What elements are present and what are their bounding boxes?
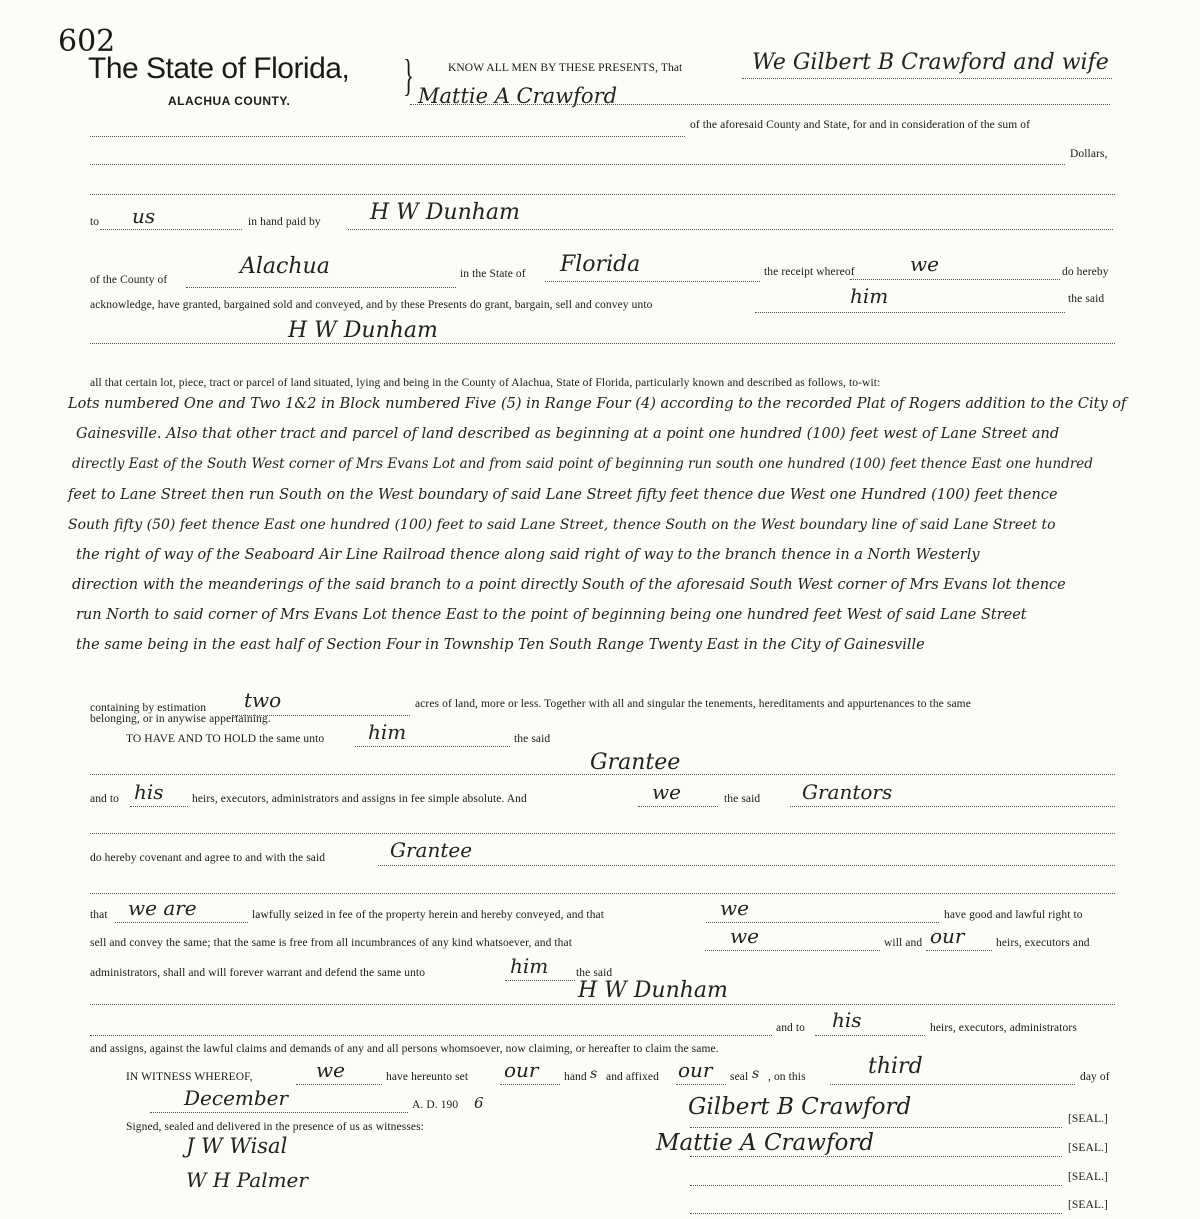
month-handwritten: December [184,1086,289,1110]
state-of-text: in the State of [460,268,526,280]
dotted-rule [410,104,1110,105]
and-affixed-text: and affixed [606,1071,659,1083]
document-title: The State of Florida, [88,52,350,85]
dotted-rule [505,980,575,981]
day-of-text: day of [1080,1071,1110,1083]
legal-line: Gainesville. Also that other tract and parcel of land described as beginning at a point one hundred (100) feet west of Lane Street and [76,426,1060,442]
witness-whereof-text: IN WITNESS WHEREOF, [126,1071,253,1083]
lawfully-text: lawfully seized in fee of the property herein and hereby conveyed, and that [252,909,605,921]
legal-line: the same being in the east half of Section Four in Township Ten South Range Twenty East in the City of Gainesville [76,637,925,653]
dotted-rule [500,1084,560,1085]
and-handwritten: we [652,780,681,804]
legal-line: direction with the meanderings of the said branch to a point directly South of the aforesaid South West corner of Mrs Evans lot thence [72,577,1066,593]
dotted-rule [296,1084,382,1085]
day-handwritten: third [868,1054,923,1079]
acres-text: acres of land, more or less. Together with all and singular the tenements, hereditaments and appurtenances to the same [415,698,971,710]
dotted-rule [830,1084,1075,1085]
legal-line: feet to Lane Street then run South on the West boundary of said Lane Street fifty feet thence due West one Hundred (100) feet thence [68,487,1058,503]
grantor-wife-handwritten: Mattie A Crawford [418,84,618,108]
dotted-rule [850,279,1060,280]
ad-text: A. D. 190 [412,1099,459,1111]
sell-convey-text: sell and convey the same; that the same is free from all incumbrances of any kind whatsoever, and that [90,937,573,949]
witness2-handwritten: W H Palmer [186,1168,308,1192]
covenant-handwritten: Grantee [390,838,473,862]
state-handwritten: Florida [560,252,641,277]
seal-tag: [SEAL.] [1068,1171,1108,1183]
dotted-rule [676,1084,726,1085]
acknowledge-text: acknowledge, have granted, bargained sold and conveyed, and by these Presents do grant, bargain, sell and convey unto [90,299,653,311]
dotted-rule [690,1213,1062,1214]
dotted-rule [90,136,685,137]
on-this-text: , on this [768,1071,806,1083]
administrators-text: administrators, shall and will forever warrant and defend the same unto [90,967,426,979]
that-text: that [90,909,108,921]
dotted-rule [150,1112,408,1113]
aforesaid-text: of the aforesaid County and State, for and in consideration of the sum of [690,119,1031,131]
seal-tag: [SEAL.] [1068,1199,1108,1211]
payer-handwritten: H W Dunham [370,200,520,225]
belonging-text: belonging, or in anywise appertaining. [90,713,271,725]
hand-suffix-handwritten: s [590,1066,598,1082]
to-have-handwritten: him [368,720,407,744]
dotted-rule [90,833,1115,834]
dotted-rule [90,1004,1115,1005]
set-handwritten: our [504,1058,539,1082]
to-have-text: TO HAVE AND TO HOLD the same unto [126,733,325,745]
assigns-against-text: and assigns, against the lawful claims and demands of any and all persons whomsoever, now claiming, or hereafter to claim the same. [90,1043,719,1055]
grantors-word-handwritten: Grantors [802,780,893,804]
defend-grantee-handwritten: H W Dunham [578,978,728,1003]
the-said-text: the said [576,967,613,979]
will-and-text: will and [884,937,923,949]
grantee-handwritten: H W Dunham [288,318,438,343]
will-handwritten: our [930,924,965,948]
legal-line: the right of way of the Seaboard Air Line Railroad thence along said right of way to the branch thence in a North Westerly [76,547,980,563]
county-heading: ALACHUA COUNTY. [168,94,291,108]
admin-handwritten: him [510,954,549,978]
the-said-text: the said [724,793,761,805]
dotted-rule [638,806,718,807]
dotted-rule [378,865,1115,866]
dotted-rule [186,287,456,288]
grantors-names-handwritten: We Gilbert B Crawford and wife [752,50,1109,75]
year-handwritten: 6 [474,1094,484,1112]
county-handwritten: Alachua [240,254,330,279]
legal-line: South fifty (50) feet thence East one hundred (100) feet to said Lane Street, thence South on the West boundary line of said Lane Street to [68,517,1056,533]
seal-suffix-handwritten: s [752,1066,760,1082]
the-said-text: the said [1068,293,1105,305]
dotted-rule [742,78,1112,79]
dotted-rule [130,806,188,807]
and-to-text: and to [776,1022,806,1034]
witness1-handwritten: J W Wisal [186,1134,288,1158]
that-handwritten: we are [128,896,197,920]
and-to-handwritten: his [134,780,164,804]
sell-handwritten: we [730,924,759,948]
page-number: 602 [58,24,116,59]
signature1-handwritten: Gilbert B Crawford [688,1094,912,1120]
dotted-rule [690,1127,1062,1128]
grantee-word-handwritten: Grantee [590,750,681,775]
dotted-rule [815,1035,925,1036]
dotted-rule [355,746,510,747]
receipt-handwritten: we [910,252,939,276]
dotted-rule [545,281,760,282]
covenant-text: do hereby covenant and agree to and with the said [90,852,326,864]
seal-text: seal [730,1071,749,1083]
heirs-text: heirs, executors, administrators and assigns in fee simple absolute. And [192,793,527,805]
dotted-rule [90,164,1065,165]
hand-text: hand [564,1071,587,1083]
paid-by-text: in hand paid by [248,216,321,228]
dotted-rule [690,1156,1062,1157]
dotted-rule [90,1035,772,1036]
witness-handwritten: we [316,1058,345,1082]
brace-glyph: } [403,51,414,100]
heirs-admin-text: heirs, executors, administrators [930,1022,1077,1034]
dotted-rule [115,922,248,923]
have-hereunto-text: have hereunto set [386,1071,469,1083]
signed-text: Signed, sealed and delivered in the presence of us as witnesses: [126,1121,424,1133]
affixed-handwritten: our [678,1058,713,1082]
dotted-rule [755,312,1065,313]
legal-line: Lots numbered One and Two 1&2 in Block numbered Five (5) in Range Four (4) according to the recorded Plat of Rogers addition to the City of [68,396,1127,412]
seal-tag: [SEAL.] [1068,1142,1108,1154]
dotted-rule [90,343,1115,344]
and-to-text: and to [90,793,120,805]
signature2-handwritten: Mattie A Crawford [656,1130,875,1156]
dotted-rule [100,229,242,230]
heirs-exec-text: heirs, executors and [996,937,1090,949]
legal-line: run North to said corner of Mrs Evans Lot thence East to the point of beginning being one hundred feet West of said Lane Street [76,607,1027,623]
unto-handwritten: him [850,284,889,308]
have-good-text: have good and lawful right to [944,909,1083,921]
legal-line: directly East of the South West corner of Mrs Evans Lot and from said point of beginning run south one hundred (100) feet thence East one hundred [72,456,1093,472]
acres-handwritten: two [244,688,282,712]
dotted-rule [706,922,939,923]
to-handwritten: us [132,204,156,228]
to-label: to [90,216,100,228]
dotted-rule [348,229,1113,230]
dotted-rule [790,806,1115,807]
dollars-text: Dollars, [1070,148,1108,160]
lawfully-handwritten: we [720,896,749,920]
dotted-rule [690,1185,1062,1186]
dotted-rule [926,950,992,951]
dotted-rule [90,194,1115,195]
dotted-rule [705,950,880,951]
the-said-text: the said [514,733,551,745]
all-that-text: all that certain lot, piece, tract or parcel of land situated, lying and being in the County of Alachua, State of Florida, particularly known and described as follows, to-wit: [90,377,881,389]
containing-text: containing by estimation [90,702,207,714]
and-to-handwritten: his [832,1008,862,1032]
do-hereby-text: do hereby [1062,266,1109,278]
know-all-text: KNOW ALL MEN BY THESE PRESENTS, That [448,62,683,74]
dotted-rule [90,893,1115,894]
seal-tag: [SEAL.] [1068,1113,1108,1125]
receipt-text: the receipt whereof [764,266,855,278]
county-of-text: of the County of [90,274,168,286]
